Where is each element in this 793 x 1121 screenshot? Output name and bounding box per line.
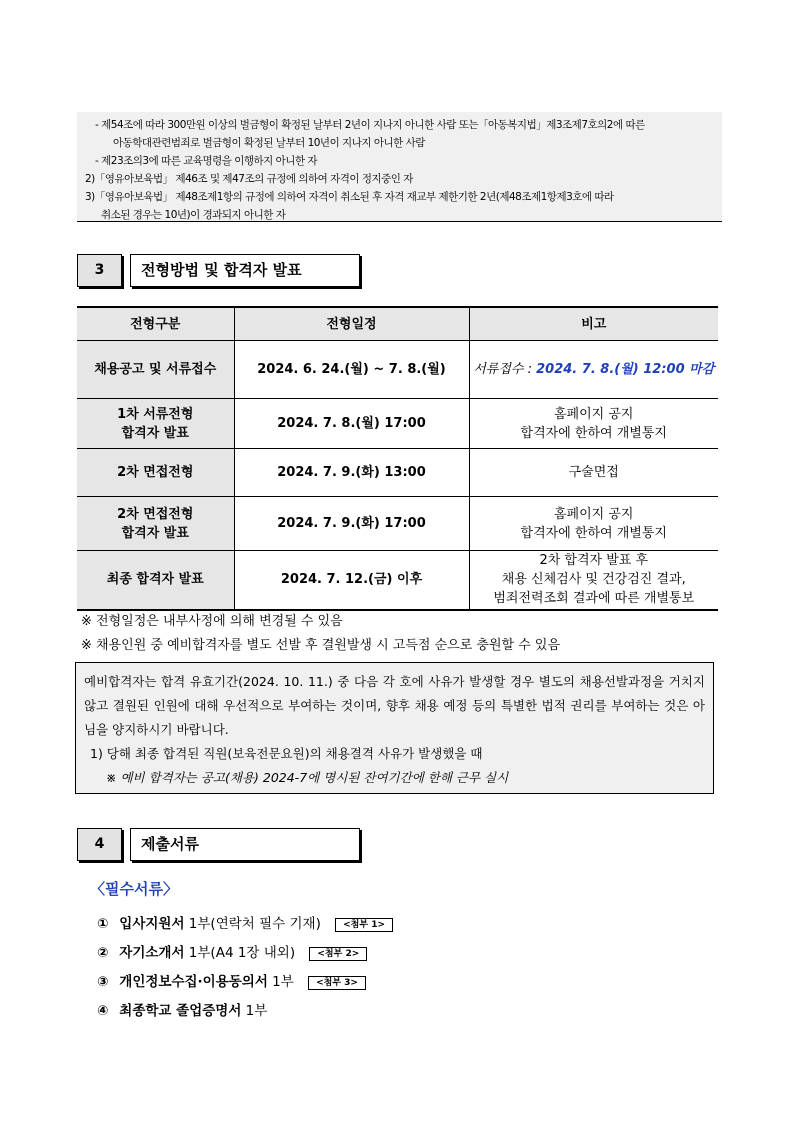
stage-line: 2차 면접전형 <box>117 506 194 522</box>
deadline-highlight: 2024. 7. 8.(월) 12:00 마감 <box>536 362 715 377</box>
section-number: 3 <box>77 254 122 287</box>
note-line: 합격자에 한하여 개별통지 <box>520 425 667 441</box>
section-title: 제출서류 <box>130 828 360 861</box>
date-cell: 2024. 6. 24.(월) ~ 7. 8.(월) <box>234 341 469 399</box>
item-number: ④ <box>97 1003 109 1019</box>
date-cell: 2024. 7. 9.(화) 17:00 <box>234 497 469 551</box>
item-number: ③ <box>97 974 109 990</box>
date-cell: 2024. 7. 8.(월) 17:00 <box>234 399 469 449</box>
note-line: ※ 채용인원 중 예비합격자를 별도 선발 후 결원발생 시 고득점 순으로 충원할 수 있음 <box>81 638 561 653</box>
reserve-paragraph: 예비합격자는 합격 유효기간(2024. 10. 11.) 중 다음 각 호에 사유가 발생할 경우 별도의 채용선발과정을 거치지 않고 결원된 인원에 대해 우선적으로 부여하는 것이며, 향후 채용 예정 등의 특별한 법적 권리를 부여하는 것은 아님을 양지하시기 바랍니다. <box>84 674 705 737</box>
note-line: 2차 합격자 발표 후 <box>539 553 649 569</box>
note-line: 홈페이지 공지 <box>554 506 634 522</box>
table-row <box>77 551 718 610</box>
disqualification-line: - 제23조의3에 따른 교육명령을 이행하지 아니한 자 <box>95 155 318 167</box>
note-prefix: 서류접수 : <box>473 362 537 377</box>
reserve-candidate-box <box>75 662 714 794</box>
table-row <box>77 449 718 497</box>
stage-line: 합격자 발표 <box>121 525 189 541</box>
column-header: 전형구분 <box>77 307 234 341</box>
reserve-note: ※ 예비 합격자는 공고(채용) 2024-7에 명시된 잔여기간에 한해 근무 실시 <box>106 770 509 785</box>
column-header: 비고 <box>469 307 718 341</box>
note-cell <box>469 341 718 399</box>
stage-line: 합격자 발표 <box>121 425 189 441</box>
document-name: 자기소개서 <box>119 945 185 961</box>
item-number: ① <box>97 916 109 932</box>
schedule-table <box>77 306 718 611</box>
note-line: 홈페이지 공지 <box>554 406 634 422</box>
required-documents-list <box>97 910 393 1026</box>
table-row <box>77 399 718 449</box>
document-name: 최종학교 졸업증명서 <box>119 1003 242 1019</box>
document-detail: 1부(A4 1장 내외) <box>184 945 296 961</box>
stage-cell: 채용공고 및 서류접수 <box>77 341 234 399</box>
date-cell: 2024. 7. 12.(금) 이후 <box>234 551 469 610</box>
table-row <box>77 341 718 399</box>
list-item <box>97 939 393 968</box>
document-name: 입사지원서 <box>119 916 185 932</box>
document-detail: 1부 <box>267 974 294 990</box>
disqualification-line: - 제54조에 따라 300만원 이상의 벌금형이 확정된 날부터 2년이 지나지 아니한 사람 또는「아동복지법」제3조제7호의2에 따른 <box>95 119 645 131</box>
column-header: 전형일정 <box>234 307 469 341</box>
disqualification-line: 취소된 경우는 10년)이 경과되지 아니한 자 <box>101 209 286 221</box>
disqualification-line: 3)「영유아보육법」 제48조제1항의 규정에 의하여 자격이 취소된 후 자격 재교부 제한기한 2년(제48조제1항제3호에 따라 <box>85 191 614 203</box>
stage-cell <box>77 399 234 449</box>
table-row <box>77 497 718 551</box>
stage-cell: 최종 합격자 발표 <box>77 551 234 610</box>
date-cell: 2024. 7. 9.(화) 13:00 <box>234 449 469 497</box>
note-line: ※ 전형일정은 내부사정에 의해 변경될 수 있음 <box>81 614 343 629</box>
note-cell <box>469 551 718 610</box>
document-detail: 1부 <box>241 1003 268 1019</box>
reserve-item: 1) 당해 최종 합격된 직원(보육전문요원)의 채용결격 사유가 발생했을 때 <box>90 746 483 761</box>
list-item <box>97 997 393 1026</box>
note-cell <box>469 497 718 551</box>
section-number: 4 <box>77 828 122 861</box>
table-header-row <box>77 307 718 341</box>
disqualification-line: 아동학대관련범죄로 벌금형이 확정된 날부터 10년이 지나지 아니한 사람 <box>113 137 425 149</box>
stage-cell <box>77 497 234 551</box>
attachment-tag: <첨부 1> <box>335 918 393 932</box>
attachment-tag: <첨부 2> <box>309 947 367 961</box>
document-name: 개인정보수집·이용동의서 <box>119 974 268 990</box>
item-number: ② <box>97 945 109 961</box>
note-line: 채용 신체검사 및 건강검진 결과, <box>501 572 686 588</box>
disqualification-box <box>77 112 722 222</box>
document-detail: 1부(연락처 필수 기재) <box>184 916 321 932</box>
list-item <box>97 910 393 939</box>
attachment-tag: <첨부 3> <box>308 976 366 990</box>
disqualification-line: 2)「영유아보육법」 제46조 및 제47조의 규정에 의하여 자격이 정지중인 자 <box>85 173 413 185</box>
schedule-notes <box>81 610 560 658</box>
required-documents-title: 〈필수서류〉 <box>90 880 178 898</box>
stage-line: 1차 서류전형 <box>117 406 194 422</box>
section-title: 전형방법 및 합격자 발표 <box>130 254 360 287</box>
note-cell: 구술면접 <box>469 449 718 497</box>
list-item <box>97 968 393 997</box>
note-line: 합격자에 한하여 개별통지 <box>520 525 667 541</box>
note-cell <box>469 399 718 449</box>
note-line: 범죄전력조회 결과에 따른 개별통보 <box>493 591 695 607</box>
stage-cell: 2차 면접전형 <box>77 449 234 497</box>
